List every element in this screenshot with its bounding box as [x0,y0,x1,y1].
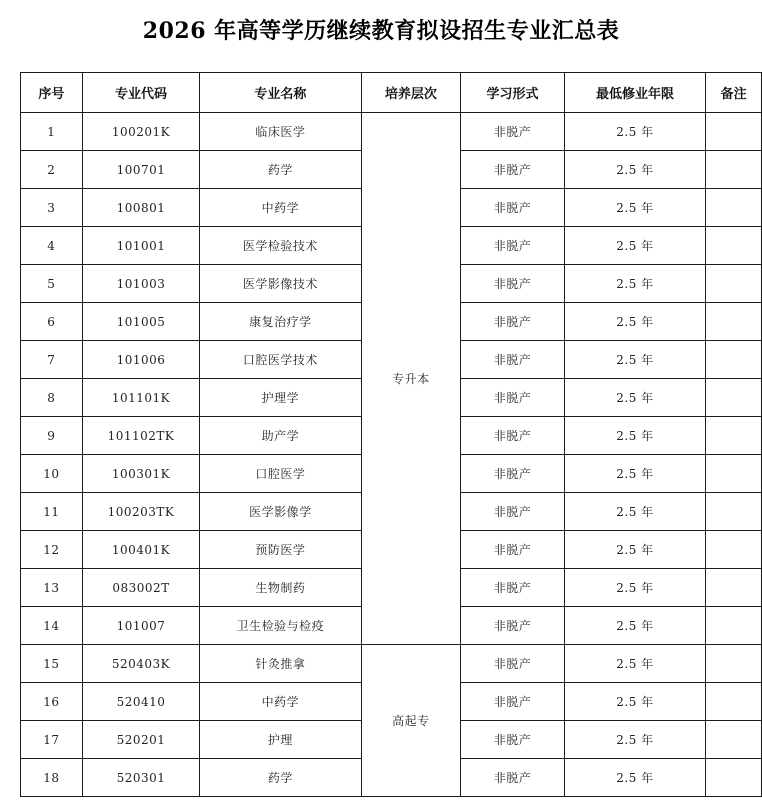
cell-study-form: 非脱产 [461,303,565,341]
cell-seq: 1 [21,113,83,151]
cell-major-name: 中药学 [200,189,361,227]
cell-study-form: 非脱产 [461,607,565,645]
cell-seq: 14 [21,607,83,645]
cell-study-form: 非脱产 [461,341,565,379]
cell-major-name: 医学影像技术 [200,265,361,303]
cell-min-years: 2.5 年 [564,455,705,493]
cell-min-years: 2.5 年 [564,721,705,759]
cell-seq: 2 [21,151,83,189]
table-row [21,645,762,683]
major-summary-table [20,72,762,797]
cell-note [706,227,762,265]
cell-study-form: 非脱产 [461,113,565,151]
cell-seq: 18 [21,759,83,797]
cell-code: 101006 [82,341,200,379]
cell-note [706,417,762,455]
cell-code: 100401K [82,531,200,569]
cell-study-form: 非脱产 [461,531,565,569]
cell-code: 101007 [82,607,200,645]
cell-note [706,759,762,797]
cell-seq: 3 [21,189,83,227]
header-note: 备注 [706,73,762,113]
header-seq: 序号 [21,73,83,113]
cell-major-name: 口腔医学技术 [200,341,361,379]
cell-major-name: 医学检验技术 [200,227,361,265]
cell-min-years: 2.5 年 [564,759,705,797]
cell-code: 100203TK [82,493,200,531]
cell-note [706,113,762,151]
cell-major-name: 助产学 [200,417,361,455]
cell-study-form: 非脱产 [461,721,565,759]
header-level: 培养层次 [361,73,461,113]
cell-min-years: 2.5 年 [564,493,705,531]
cell-note [706,341,762,379]
cell-note [706,455,762,493]
cell-min-years: 2.5 年 [564,607,705,645]
cell-study-form: 非脱产 [461,759,565,797]
cell-min-years: 2.5 年 [564,645,705,683]
table-row [21,113,762,151]
cell-study-form: 非脱产 [461,683,565,721]
cell-major-name: 预防医学 [200,531,361,569]
cell-seq: 6 [21,303,83,341]
cell-seq: 5 [21,265,83,303]
cell-level: 高起专 [361,645,461,797]
header-code: 专业代码 [82,73,200,113]
cell-code: 100801 [82,189,200,227]
cell-note [706,265,762,303]
cell-seq: 15 [21,645,83,683]
cell-seq: 7 [21,341,83,379]
cell-note [706,379,762,417]
cell-note [706,493,762,531]
cell-major-name: 药学 [200,151,361,189]
cell-study-form: 非脱产 [461,645,565,683]
cell-seq: 11 [21,493,83,531]
cell-note [706,303,762,341]
page-title: 2026 年高等学历继续教育拟设招生专业汇总表 [142,18,620,44]
cell-study-form: 非脱产 [461,189,565,227]
header-years: 最低修业年限 [564,73,705,113]
cell-min-years: 2.5 年 [564,189,705,227]
cell-min-years: 2.5 年 [564,531,705,569]
cell-note [706,721,762,759]
cell-study-form: 非脱产 [461,455,565,493]
cell-study-form: 非脱产 [461,227,565,265]
cell-code: 520403K [82,645,200,683]
cell-note [706,151,762,189]
cell-major-name: 护理 [200,721,361,759]
cell-code: 101001 [82,227,200,265]
cell-major-name: 针灸推拿 [200,645,361,683]
cell-major-name: 医学影像学 [200,493,361,531]
cell-major-name: 护理学 [200,379,361,417]
cell-code: 100701 [82,151,200,189]
cell-seq: 13 [21,569,83,607]
cell-seq: 12 [21,531,83,569]
cell-seq: 16 [21,683,83,721]
cell-study-form: 非脱产 [461,379,565,417]
cell-seq: 10 [21,455,83,493]
cell-level: 专升本 [361,113,461,645]
cell-code: 520301 [82,759,200,797]
cell-major-name: 生物制药 [200,569,361,607]
cell-code: 101101K [82,379,200,417]
cell-major-name: 药学 [200,759,361,797]
cell-study-form: 非脱产 [461,151,565,189]
cell-min-years: 2.5 年 [564,683,705,721]
cell-seq: 4 [21,227,83,265]
cell-min-years: 2.5 年 [564,265,705,303]
cell-code: 100301K [82,455,200,493]
cell-code: 100201K [82,113,200,151]
cell-min-years: 2.5 年 [564,113,705,151]
cell-min-years: 2.5 年 [564,303,705,341]
cell-major-name: 临床医学 [200,113,361,151]
cell-code: 101003 [82,265,200,303]
cell-note [706,645,762,683]
cell-min-years: 2.5 年 [564,417,705,455]
cell-code: 520410 [82,683,200,721]
cell-note [706,531,762,569]
cell-min-years: 2.5 年 [564,379,705,417]
cell-min-years: 2.5 年 [564,227,705,265]
cell-major-name: 中药学 [200,683,361,721]
cell-study-form: 非脱产 [461,417,565,455]
header-form: 学习形式 [461,73,565,113]
cell-code: 520201 [82,721,200,759]
cell-note [706,569,762,607]
cell-min-years: 2.5 年 [564,341,705,379]
cell-study-form: 非脱产 [461,569,565,607]
cell-major-name: 康复治疗学 [200,303,361,341]
cell-note [706,189,762,227]
cell-note [706,607,762,645]
cell-study-form: 非脱产 [461,265,565,303]
cell-code: 083002T [82,569,200,607]
cell-min-years: 2.5 年 [564,151,705,189]
cell-major-name: 卫生检验与检疫 [200,607,361,645]
cell-code: 101102TK [82,417,200,455]
cell-min-years: 2.5 年 [564,569,705,607]
cell-seq: 17 [21,721,83,759]
cell-major-name: 口腔医学 [200,455,361,493]
table-body [21,113,762,797]
cell-seq: 9 [21,417,83,455]
cell-note [706,683,762,721]
table-header-row [21,73,762,113]
cell-code: 101005 [82,303,200,341]
cell-seq: 8 [21,379,83,417]
header-name: 专业名称 [200,73,361,113]
cell-study-form: 非脱产 [461,493,565,531]
